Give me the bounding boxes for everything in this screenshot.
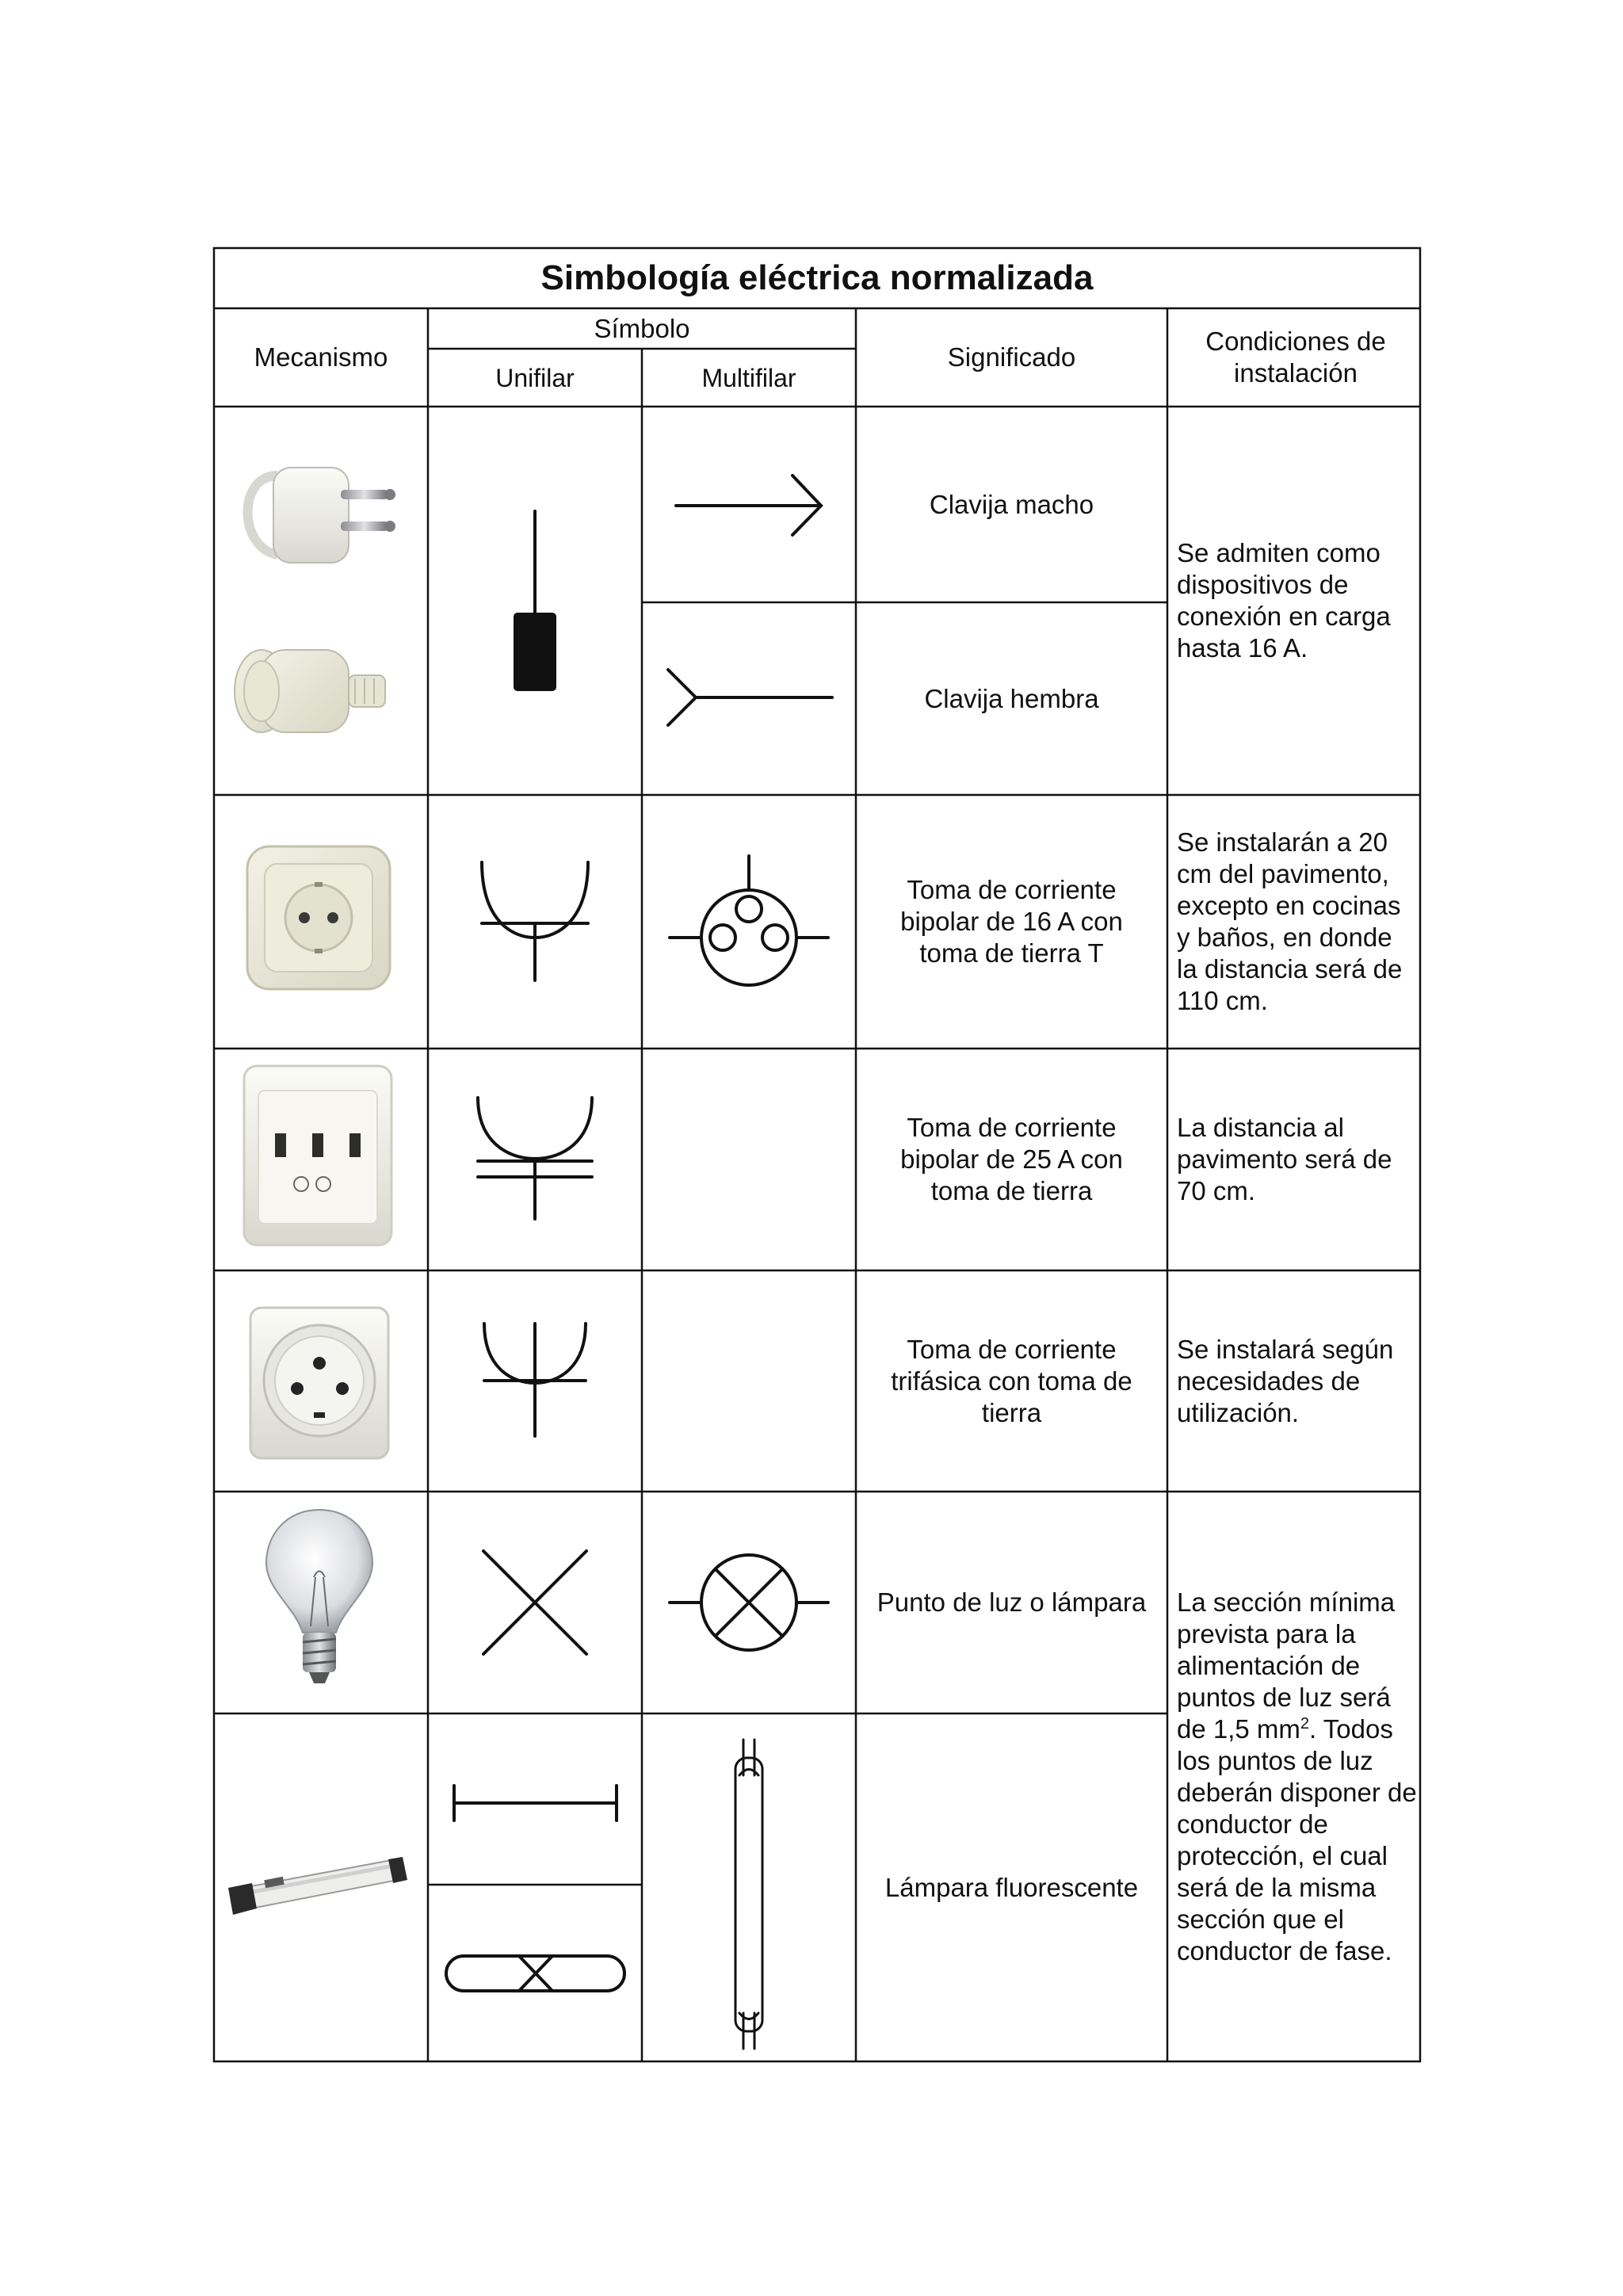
punto-luz-unifilar-symbol — [483, 1551, 586, 1654]
header-multifilar: Multifilar — [701, 363, 796, 392]
three-phase-socket-photo-icon — [250, 1308, 388, 1458]
clavija-unifilar-symbol — [515, 511, 555, 690]
female-plug-photo-icon — [235, 650, 385, 732]
condiciones-clavija: Se admiten como dispositivos de conexión en carga hasta 16 A. — [1177, 538, 1391, 663]
toma-16a-multifilar-symbol — [670, 856, 828, 985]
schuko-socket-photo-icon — [247, 846, 390, 989]
header-condiciones: Condiciones de instalación — [1205, 327, 1386, 388]
significado-clavija-hembra: Clavija hembra — [924, 683, 1099, 713]
toma-16a-unifilar-symbol — [482, 862, 588, 980]
significado-toma-25a: Toma de corriente bipolar de 25 A con toma de tierra — [900, 1113, 1123, 1205]
significado-punto-luz: Punto de luz o lámpara — [876, 1587, 1147, 1617]
light-bulb-photo-icon — [266, 1510, 372, 1683]
condiciones-toma-25a: La distancia al pavimento será de 70 cm. — [1177, 1113, 1392, 1205]
fluorescent-lamp-photo-icon — [228, 1857, 407, 1915]
condiciones-luz-texto-b: . Todos los puntos de luz deberán disponer de conductor de protección, el cual será de la misma sección que el conductor de fase. — [1177, 1713, 1417, 1966]
condiciones-luz-superindice: 2 — [1300, 1714, 1310, 1733]
header-significado: Significado — [947, 342, 1076, 372]
fluorescente-unifilar-symbol-a — [454, 1786, 617, 1820]
toma-trifasica-unifilar-symbol — [484, 1324, 586, 1436]
significado-toma-16a: Toma de corriente bipolar de 16 A con toma de tierra T — [900, 875, 1123, 968]
header-mecanismo: Mecanismo — [254, 342, 388, 372]
male-plug-photo-icon — [248, 468, 396, 563]
table-title: Simbología eléctrica normalizada — [540, 258, 1094, 297]
condiciones-toma-16a: Se instalarán a 20 cm del pavimento, excepto en cocinas y baños, en donde la distancia será de 110 cm. — [1177, 827, 1403, 1015]
significado-toma-trifasica: Toma de corriente trifásica con toma de tierra — [891, 1334, 1132, 1427]
fluorescente-multifilar-symbol — [735, 1740, 762, 2049]
clavija-hembra-symbol — [668, 670, 832, 725]
fluorescente-unifilar-symbol-b — [446, 1956, 624, 1991]
header-unifilar: Unifilar — [495, 363, 575, 392]
three-pin-socket-photo-icon — [244, 1066, 391, 1245]
toma-25a-unifilar-symbol — [478, 1098, 592, 1219]
condiciones-luz-texto-a: La sección mínima prevista para la alimentación de puntos de luz será de 1,5 mm — [1177, 1587, 1396, 1744]
significado-clavija-macho: Clavija macho — [929, 489, 1094, 519]
condiciones-toma-trifasica: Se instalará según necesidades de utilización. — [1177, 1334, 1394, 1427]
punto-luz-multifilar-symbol — [670, 1555, 828, 1650]
clavija-macho-symbol — [676, 476, 821, 535]
header-simbolo: Símbolo — [594, 313, 690, 343]
significado-fluorescente: Lámpara fluorescente — [884, 1872, 1139, 1902]
